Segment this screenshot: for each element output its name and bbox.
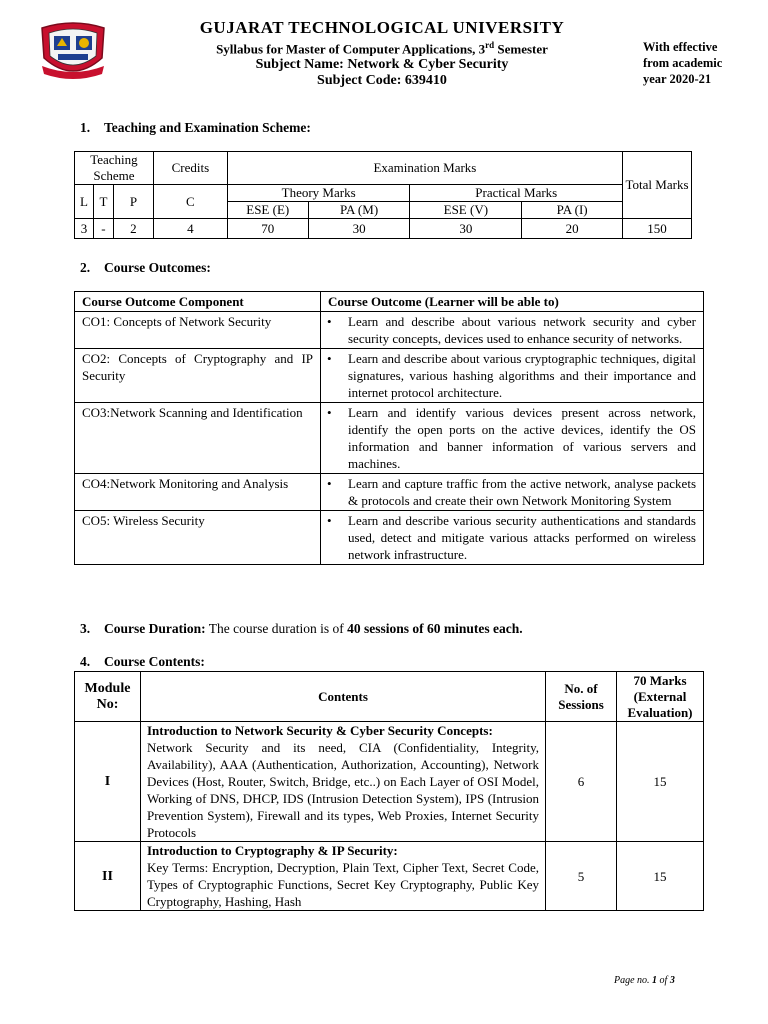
value-cell: 20: [522, 219, 623, 239]
marks-header: 70 Marks (External Evaluation): [617, 672, 704, 722]
section-3-heading: 3. Course Duration: The course duration is of 40 sessions of 60 minutes each.: [80, 621, 523, 636]
table-row: CO5: Wireless Security • Learn and describe various security authentications and standards used, detect and mitigate various attacks performed on wireless network infrastructure.: [75, 511, 704, 565]
outcome-component: CO3:Network Scanning and Identification: [75, 403, 321, 474]
col-l: L: [75, 185, 94, 219]
teaching-scheme-table: [74, 151, 692, 239]
sessions-header: No. of Sessions: [546, 672, 617, 722]
section-4-heading: 4. Course Contents:: [80, 654, 205, 669]
outcome-text: Learn and identify various devices present across network, identify the open ports on the active devices, identify the OS information and banner information of various servers and machines.: [348, 405, 696, 471]
module-number: II: [75, 842, 141, 911]
value-cell: 150: [623, 219, 692, 239]
module-body: Network Security and its need, CIA (Confidentiality, Integrity, Availability), AAA (Authentication, Authorization, Accounting), Network Devices (Host, Router, Switch, Bridge, etc..) on Each Layer of OSI Model, Working of DNS, DHCP, IDS (Intrusion Detection System), IPS (Intrusion Prevention System), Firewall and its types, Web Proxies, Internet Security Protocols: [147, 740, 539, 840]
module-contents: [141, 842, 546, 911]
page-number: Page no. 1 of 3: [614, 975, 675, 986]
table-row: [75, 842, 704, 911]
outcome-text: Learn and describe about various cryptographic techniques, digital signatures, various hashing algorithms and their importance and internet protocol architecture.: [348, 351, 696, 400]
table-row: CO4:Network Monitoring and Analysis • Learn and capture traffic from the active network, analyse packets & protocols and create their own Network Monitoring System: [75, 474, 704, 511]
component-header: Course Outcome Component: [75, 292, 321, 312]
sessions-value: 5: [546, 842, 617, 911]
value-cell: -: [93, 219, 113, 239]
module-title: Introduction to Cryptography & IP Security:: [147, 843, 398, 858]
practical-marks-header: Practical Marks: [410, 185, 623, 202]
sessions-value: 6: [546, 722, 617, 842]
module-contents: [141, 722, 546, 842]
marks-value: 15: [617, 842, 704, 911]
table-row: CO2: Concepts of Cryptography and IP Security • Learn and describe about various cryptographic techniques, digital signatures, various hashing algorithms and their importance and internet protocol architecture.: [75, 349, 704, 403]
module-number: I: [75, 722, 141, 842]
table-row: [75, 219, 692, 239]
section-1-heading: 1. Teaching and Examination Scheme:: [80, 120, 311, 135]
outcome-text: Learn and describe various security authentications and standards used, detect and mitigate various attacks performed on wireless network infrastructure.: [348, 513, 696, 562]
table-row: [75, 722, 704, 842]
university-name: GUJARAT TECHNOLOGICAL UNIVERSITY: [199, 18, 565, 37]
table-row: CO1: Concepts of Network Security • Learn and describe about various network security and cyber security concepts, devices used to enhance security of networks.: [75, 312, 704, 349]
table-row: CO3:Network Scanning and Identification • Learn and identify various devices present across network, identify the open ports on the active devices, identify the OS information and banner information of various servers and machines.: [75, 403, 704, 474]
col-pa-i: PA (I): [522, 202, 623, 219]
value-cell: 30: [410, 219, 522, 239]
value-cell: 2: [113, 219, 153, 239]
subject-code: Subject Code: 639410: [317, 73, 447, 89]
module-title: Introduction to Network Security & Cyber Security Concepts:: [147, 723, 493, 738]
outcome-component: CO1: Concepts of Network Security: [75, 312, 321, 349]
document-header: [150, 18, 614, 89]
outcome-header: Course Outcome (Learner will be able to): [321, 292, 704, 312]
col-ese-v: ESE (V): [410, 202, 522, 219]
value-cell: 70: [227, 219, 308, 239]
module-body: Key Terms: Encryption, Decryption, Plain Text, Cipher Text, Secret Code, Types of Cryptographic Functions, Secret Key Cryptography, Public Key Cryptography, Hashing, Hash: [147, 860, 539, 909]
col-p: P: [113, 185, 153, 219]
module-header: Module No:: [75, 672, 141, 722]
outcome-component: CO5: Wireless Security: [75, 511, 321, 565]
credits-header: Credits: [153, 152, 227, 185]
teaching-scheme-header: Teaching Scheme: [75, 152, 154, 185]
marks-value: 15: [617, 722, 704, 842]
value-cell: 4: [153, 219, 227, 239]
col-ese-e: ESE (E): [227, 202, 308, 219]
value-cell: 3: [75, 219, 94, 239]
contents-header: Contents: [141, 672, 546, 722]
subject-name: Subject Name: Network & Cyber Security: [255, 57, 509, 73]
effective-note: With effective from academic year 2020-21: [643, 40, 723, 86]
outcome-component: CO2: Concepts of Cryptography and IP Security: [75, 349, 321, 403]
syllabus-line: Syllabus for Master of Computer Applications, 3rd Semester: [216, 40, 548, 57]
col-c: C: [153, 185, 227, 219]
outcome-text: Learn and describe about various network security and cyber security concepts, devices used to enhance security of networks.: [348, 314, 696, 346]
gtu-logo: [36, 18, 110, 82]
section-2-heading: 2. Course Outcomes:: [80, 260, 211, 275]
course-outcomes-table: [74, 291, 704, 565]
outcome-component: CO4:Network Monitoring and Analysis: [75, 474, 321, 511]
course-contents-table: [74, 671, 704, 911]
col-t: T: [93, 185, 113, 219]
col-pa-m: PA (M): [308, 202, 410, 219]
exam-marks-header: Examination Marks: [227, 152, 622, 185]
total-marks-header: Total Marks: [623, 152, 692, 219]
outcome-text: Learn and capture traffic from the active network, analyse packets & protocols and create their own Network Monitoring System: [348, 476, 696, 508]
theory-marks-header: Theory Marks: [227, 185, 410, 202]
value-cell: 30: [308, 219, 410, 239]
